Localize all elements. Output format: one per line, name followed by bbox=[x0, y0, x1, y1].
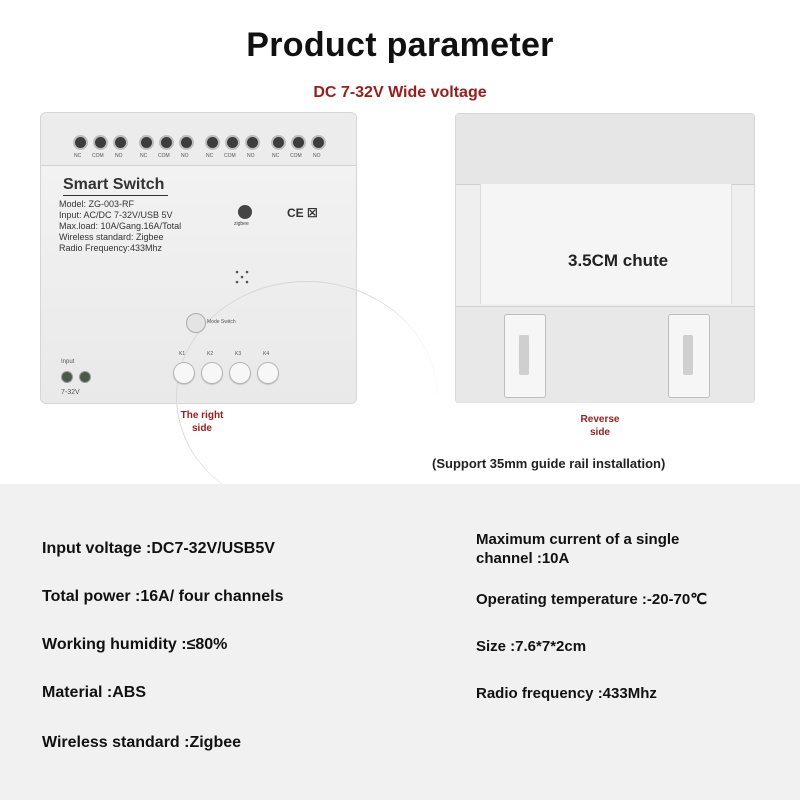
terminal-screw bbox=[159, 135, 174, 150]
device-brand-title: Smart Switch bbox=[63, 176, 168, 196]
device-spec-line: Wireless standard: Zigbee bbox=[59, 232, 164, 242]
back-caption: Reverse side bbox=[580, 414, 620, 438]
terminal-label: NC bbox=[74, 153, 82, 159]
voltage-subtitle: DC 7-32V Wide voltage bbox=[313, 84, 487, 101]
key-label: K3 bbox=[235, 351, 242, 357]
key-button-k3 bbox=[229, 362, 251, 384]
input-terminal bbox=[61, 371, 73, 383]
input-terminal bbox=[79, 371, 91, 383]
front-caption: The right side bbox=[180, 410, 224, 434]
param-operating-temperature: Operating temperature :-20-70℃ bbox=[476, 591, 708, 608]
input-label: Input bbox=[61, 359, 75, 365]
terminal-label: NC bbox=[272, 153, 280, 159]
param-total-power: Total power :16A/ four channels bbox=[42, 588, 284, 605]
mode-switch-button bbox=[186, 313, 206, 333]
terminal-screw bbox=[271, 135, 286, 150]
back-housing-recess bbox=[480, 184, 732, 304]
terminal-screw bbox=[205, 135, 220, 150]
terminal-label: NO bbox=[115, 153, 123, 159]
terminal-block bbox=[41, 113, 356, 166]
param-input-voltage: Input voltage :DC7-32V/USB5V bbox=[42, 540, 275, 557]
terminal-screw bbox=[73, 135, 88, 150]
terminal-label: NO bbox=[181, 153, 189, 159]
rail-support-note: (Support 35mm guide rail installation) bbox=[432, 456, 666, 471]
buzzer-holes-icon bbox=[233, 268, 251, 286]
param-max-current: Maximum current of a single channel :10A bbox=[476, 531, 680, 567]
param-radio-frequency: Radio frequency :433Mhz bbox=[476, 685, 657, 702]
ce-mark: CE ☒ bbox=[287, 206, 318, 220]
key-button-k1 bbox=[173, 362, 195, 384]
terminal-label: NC bbox=[206, 153, 214, 159]
terminal-screw bbox=[245, 135, 260, 150]
terminal-screw bbox=[311, 135, 326, 150]
terminal-label: NO bbox=[313, 153, 321, 159]
device-spec-line: Input: AC/DC 7-32V/USB 5V bbox=[59, 210, 173, 220]
terminal-label: COM bbox=[290, 153, 302, 159]
key-button-k2 bbox=[201, 362, 223, 384]
terminal-label: NC bbox=[140, 153, 148, 159]
key-label: K1 bbox=[179, 351, 186, 357]
smart-switch-front-image bbox=[40, 112, 357, 404]
terminal-label: NO bbox=[247, 153, 255, 159]
key-label: K4 bbox=[263, 351, 270, 357]
param-wireless-standard: Wireless standard :Zigbee bbox=[42, 734, 242, 751]
terminal-label: COM bbox=[158, 153, 170, 159]
din-rail-clip bbox=[504, 314, 546, 398]
page-title: Product parameter bbox=[246, 26, 554, 64]
input-voltage-label: 7-32V bbox=[61, 389, 80, 396]
device-spec-line: Max.load: 10A/Gang.16A/Total bbox=[59, 221, 182, 231]
zigbee-logo-icon bbox=[238, 205, 252, 219]
key-label: K2 bbox=[207, 351, 214, 357]
terminal-screw bbox=[225, 135, 240, 150]
mode-switch-label: Mode Switch bbox=[207, 319, 236, 325]
back-housing-top bbox=[456, 114, 754, 185]
terminal-screw bbox=[93, 135, 108, 150]
device-spec-line: Radio Frequency:433Mhz bbox=[59, 243, 163, 253]
param-working-humidity: Working humidity :≤80% bbox=[42, 636, 228, 653]
terminal-screw bbox=[291, 135, 306, 150]
terminal-label: COM bbox=[224, 153, 236, 159]
zigbee-logo-text: zigbee bbox=[234, 221, 249, 227]
panel-curve bbox=[176, 281, 437, 512]
key-button-k4 bbox=[257, 362, 279, 384]
terminal-screw bbox=[113, 135, 128, 150]
terminal-label: COM bbox=[92, 153, 104, 159]
terminal-screw bbox=[179, 135, 194, 150]
device-spec-line: Model: ZG-003-RF bbox=[59, 199, 135, 209]
param-size: Size :7.6*7*2cm bbox=[476, 638, 587, 655]
terminal-screw bbox=[139, 135, 154, 150]
din-rail-clip bbox=[668, 314, 710, 398]
chute-label: 3.5CM chute bbox=[568, 251, 669, 270]
param-material: Material :ABS bbox=[42, 684, 147, 701]
